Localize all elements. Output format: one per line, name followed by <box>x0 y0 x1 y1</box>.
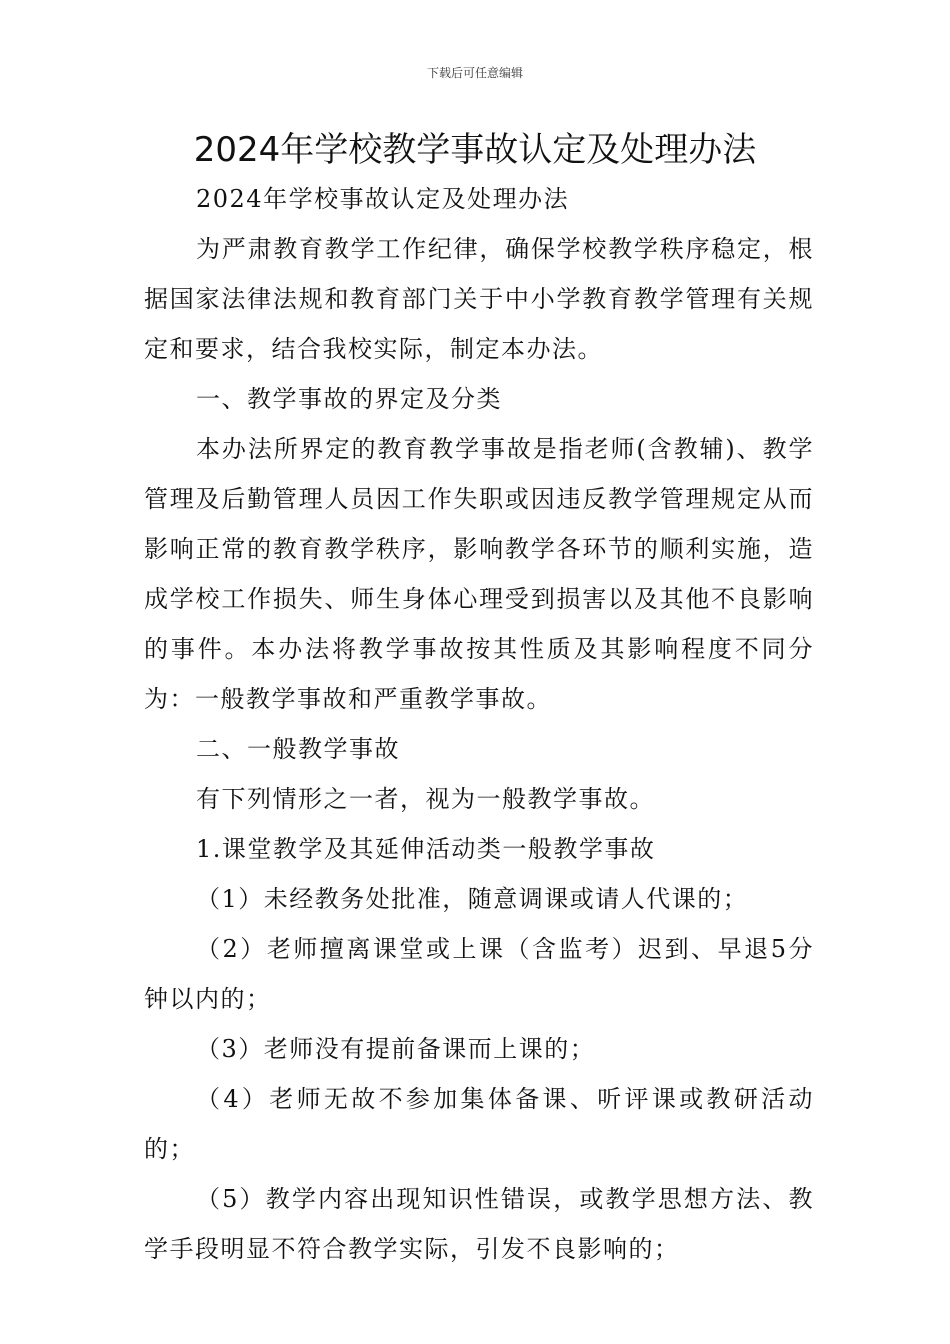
subsection-heading-1: 1.课堂教学及其延伸活动类一般教学事故 <box>196 835 656 863</box>
list-item-3: （3）老师没有提前备课而上课的； <box>196 1035 596 1063</box>
list-item-1: （1）未经教务处批准，随意调课或请人代课的； <box>196 885 749 913</box>
section-heading-2: 二、一般教学事故 <box>196 735 400 763</box>
paragraph-general-rule: 有下列情形之一者，视为一般教学事故。 <box>196 785 655 813</box>
list-item-2: （2）老师擅离课堂或上课（含监考）迟到、早退5分钟以内的； <box>144 935 814 1013</box>
document-body <box>144 174 814 1274</box>
section-heading-1: 一、教学事故的界定及分类 <box>196 385 502 413</box>
list-item-5: （5）教学内容出现知识性错误，或教学思想方法、教学手段明显不符合教学实际，引发不良影响的； <box>144 1185 814 1263</box>
list-item-4: （4）老师无故不参加集体备课、听评课或教研活动的； <box>144 1085 814 1163</box>
document-title: 2024年学校教学事故认定及处理办法 <box>193 130 757 170</box>
paragraph-definition: 本办法所界定的教育教学事故是指老师(含教辅)、教学管理及后勤管理人员因工作失职或因违反教学管理规定从而影响正常的教育教学秩序，影响教学各环节的顺利实施，造成学校工作损失、师生身体心理受到损害以及其他不良影响的事件。本办法将教学事故按其性质及其影响程度不同分为：一般教学事故和严重教学事故。 <box>144 435 814 713</box>
page-header-note: 下载后可任意编辑 <box>426 66 523 80</box>
paragraph-intro: 为严肃教育教学工作纪律，确保学校教学秩序稳定，根据国家法律法规和教育部门关于中小学教育教学管理有关规定和要求，结合我校实际，制定本办法。 <box>144 235 814 363</box>
paragraph-subtitle: 2024年学校事故认定及处理办法 <box>196 185 570 213</box>
